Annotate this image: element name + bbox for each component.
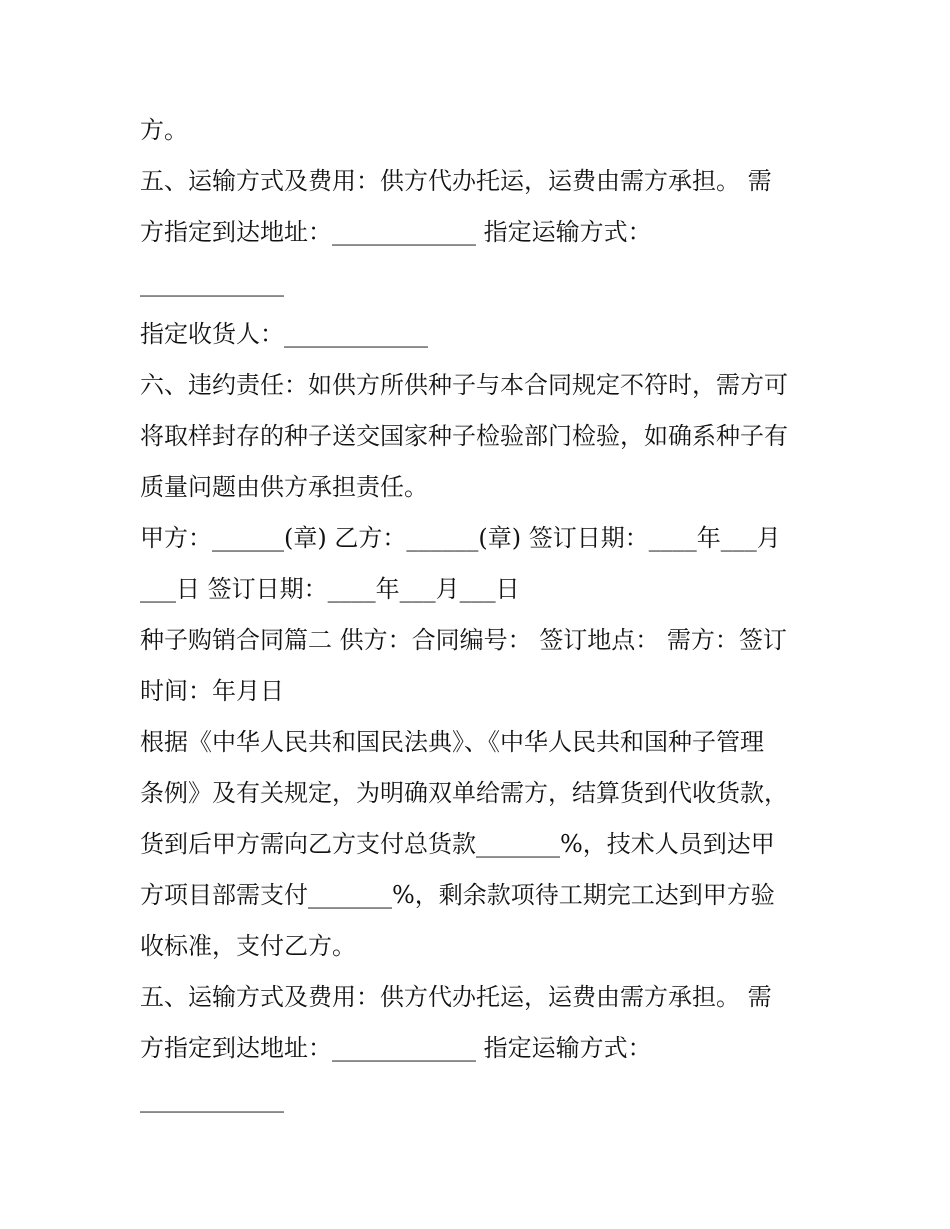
text-line: 方。 xyxy=(140,116,188,144)
text-line: 时间：年月日 xyxy=(140,677,284,705)
text-line: 方指定到达地址：____________ 指定运输方式： xyxy=(140,218,652,246)
text-line: 甲方：______(章) 乙方：______(章) 签订日期：____年___月 xyxy=(140,524,781,552)
text-line: 五、运输方式及费用：供方代办托运，运费由需方承担。 需 xyxy=(140,983,772,1011)
text-line: 收标准，支付乙方。 xyxy=(140,932,356,960)
text-line: ____________ xyxy=(140,1085,284,1113)
text-line: 六、违约责任：如供方所供种子与本合同规定不符时，需方可 xyxy=(140,371,788,399)
document-body xyxy=(140,105,820,1125)
text-line: 根据《中华人民共和国民法典》、《中华人民共和国种子管理 xyxy=(140,728,764,756)
text-line: 质量问题由供方承担责任。 xyxy=(140,473,428,501)
text-line: 货到后甲方需向乙方支付总货款_______%，技术人员到达甲 xyxy=(140,830,775,858)
text-line: 条例》及有关规定，为明确双单给需方，结算货到代收货款， xyxy=(140,779,788,807)
text-line: 指定收货人：____________ xyxy=(140,320,428,348)
text-line: 方指定到达地址：____________ 指定运输方式： xyxy=(140,1034,652,1062)
text-line: ___日 签订日期：____年___月___日 xyxy=(140,575,520,603)
text-line: ____________ xyxy=(140,269,284,297)
text-line: 将取样封存的种子送交国家种子检验部门检验，如确系种子有 xyxy=(140,422,788,450)
text-line: 方项目部需支付_______%，剩余款项待工期完工达到甲方验 xyxy=(140,881,775,909)
text-line: 种子购销合同篇二 供方：合同编号： 签订地点： 需方：签订 xyxy=(140,626,787,654)
text-line: 五、运输方式及费用：供方代办托运，运费由需方承担。 需 xyxy=(140,167,772,195)
